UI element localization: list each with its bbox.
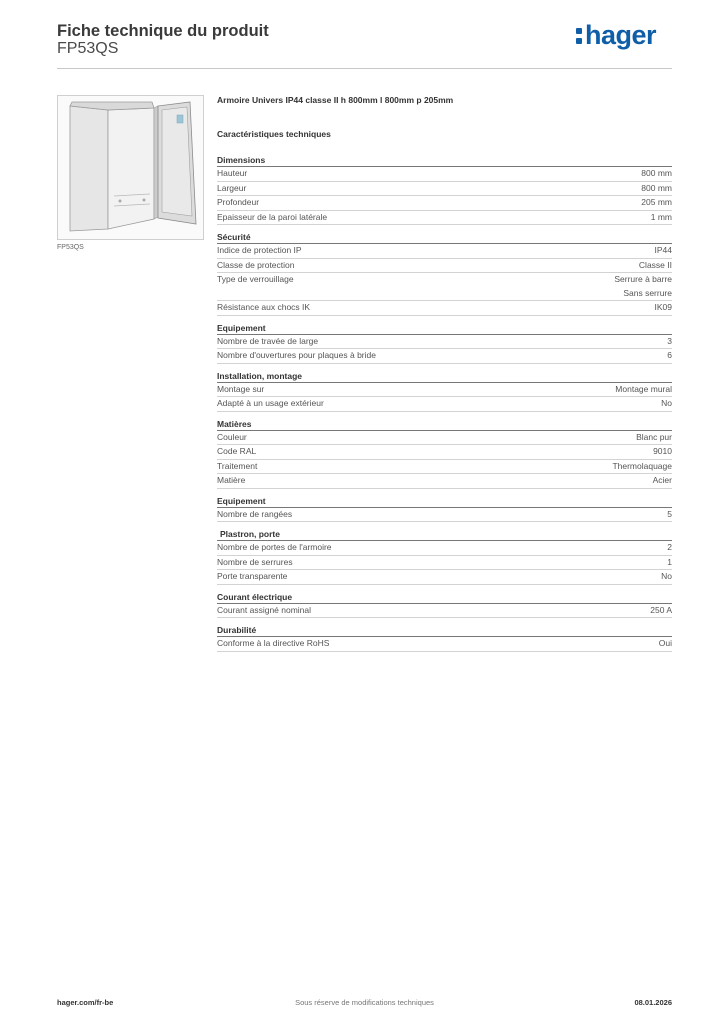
spec-value: 6: [667, 350, 672, 360]
product-image-caption: FP53QS: [57, 244, 84, 251]
spec-row: [217, 397, 672, 412]
cabinet-illustration: [58, 96, 203, 239]
spec-value: Classe II: [638, 259, 672, 270]
section-equipement: [217, 322, 672, 364]
spec-row: [217, 167, 672, 182]
section-installation: [217, 370, 672, 412]
spec-value: 800 mm: [641, 182, 672, 193]
spec-label: Profondeur: [217, 197, 260, 207]
spec-row: [217, 541, 672, 556]
spec-row: [217, 349, 672, 364]
section-title: Dimensions: [217, 154, 672, 167]
spec-row: [217, 273, 672, 301]
spec-row: [217, 445, 672, 460]
spec-row: [217, 570, 672, 585]
spec-value: Blanc pur: [636, 431, 672, 442]
section-courant-electrique: [217, 591, 672, 619]
spec-value: Acier: [652, 475, 672, 485]
spec-value: 1: [667, 556, 672, 567]
spec-value: Thermolaquage: [612, 460, 672, 471]
logo-dots-icon: [576, 25, 582, 45]
product-name: Armoire Univers IP44 classe II h 800mm l 800mm p 205mm: [217, 95, 454, 105]
hager-logo: [576, 20, 656, 51]
spec-value: Serrure à barre Sans serrure: [614, 274, 672, 298]
spec-label: Nombre de serrures: [217, 556, 293, 567]
spec-label: Indice de protection IP: [217, 245, 302, 255]
spec-label: Résistance aux chocs IK: [217, 302, 311, 312]
spec-row: [217, 301, 672, 316]
spec-value: 250 A: [650, 604, 672, 615]
spec-row: [217, 508, 672, 523]
spec-value: Oui: [658, 638, 672, 648]
spec-label: Conforme à la directive RoHS: [217, 638, 330, 648]
spec-label: Nombre de portes de l'armoire: [217, 542, 332, 552]
spec-row: [217, 474, 672, 489]
spec-label: Matière: [217, 475, 246, 485]
section-title: Equipement: [217, 495, 672, 508]
spec-row: [217, 211, 672, 226]
spec-row: [217, 196, 672, 211]
spec-value: IP44: [654, 245, 672, 255]
section-title: Plastron, porte: [217, 528, 672, 541]
spec-row: [217, 431, 672, 446]
spec-row: [217, 604, 672, 619]
spec-row: [217, 244, 672, 259]
footer-disclaimer: Sous réserve de modifications techniques: [295, 998, 434, 1007]
spec-value: No: [661, 571, 672, 581]
spec-label: Couleur: [217, 431, 247, 442]
page-header: [57, 20, 672, 70]
spec-value: 2: [667, 542, 672, 552]
section-equipement-rangees: [217, 495, 672, 523]
section-durabilite: [217, 624, 672, 652]
section-matieres: [217, 418, 672, 489]
footer-website-link[interactable]: hager.com/fr-be: [57, 998, 114, 1007]
spec-label: Epaisseur de la paroi latérale: [217, 211, 328, 222]
section-title: Matières: [217, 418, 672, 431]
spec-row: [217, 182, 672, 197]
spec-label: Code RAL: [217, 446, 257, 456]
spec-value: Montage mural: [615, 383, 672, 394]
spec-row: [217, 335, 672, 350]
spec-label: Montage sur: [217, 383, 265, 394]
spec-value: 5: [667, 508, 672, 519]
section-securite: [217, 231, 672, 316]
document-title: Fiche technique du produit: [57, 22, 269, 40]
spec-label: Largeur: [217, 182, 247, 193]
section-dimensions: [217, 154, 672, 225]
section-title: Sécurité: [217, 231, 672, 244]
spec-value: 3: [667, 335, 672, 346]
section-title: Installation, montage: [217, 370, 672, 383]
spec-value: IK09: [654, 302, 672, 312]
product-image: [57, 95, 204, 240]
spec-value: 9010: [653, 446, 672, 456]
spec-label: Traitement: [217, 460, 258, 471]
spec-value: 1 mm: [650, 211, 672, 222]
spec-value: 205 mm: [641, 197, 672, 207]
spec-label: Nombre de travée de large: [217, 335, 319, 346]
header-divider: [57, 68, 672, 69]
spec-label: Courant assigné nominal: [217, 604, 312, 615]
spec-value: No: [661, 398, 672, 408]
product-reference: FP53QS: [57, 40, 119, 57]
spec-label: Nombre de rangées: [217, 508, 293, 519]
spec-label: Hauteur: [217, 168, 248, 178]
specs-heading: Caractéristiques techniques: [217, 129, 331, 139]
spec-content: [217, 95, 672, 658]
spec-row: [217, 556, 672, 571]
spec-label: Nombre d'ouvertures pour plaques à bride: [217, 350, 376, 360]
spec-label: Type de verrouillage: [217, 274, 294, 284]
spec-row: [217, 637, 672, 652]
section-title: Courant électrique: [217, 591, 672, 604]
section-title: Equipement: [217, 322, 672, 335]
spec-row: [217, 460, 672, 475]
section-title: Durabilité: [217, 624, 672, 637]
spec-label: Classe de protection: [217, 259, 295, 270]
spec-value: 800 mm: [641, 168, 672, 178]
spec-row: [217, 259, 672, 274]
spec-row: [217, 383, 672, 398]
logo-text: hager: [584, 20, 656, 50]
footer-date: 08.01.2026: [634, 998, 672, 1007]
spec-label: Porte transparente: [217, 571, 288, 581]
section-plastron-porte: [217, 528, 672, 585]
spec-label: Adapté à un usage extérieur: [217, 398, 324, 408]
